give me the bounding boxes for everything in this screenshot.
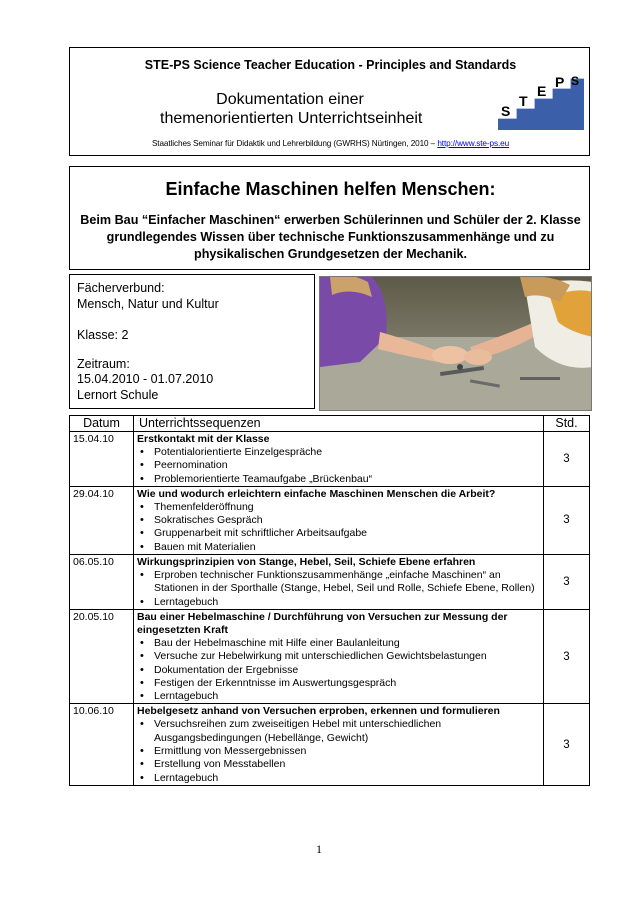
row-hours: 3 xyxy=(544,432,590,487)
list-item: • Problemorientierte Teamaufgabe „Brückenbau“ xyxy=(137,473,541,486)
zeitraum-label: Zeitraum: xyxy=(77,357,130,371)
row-date: 06.05.10 xyxy=(70,555,134,610)
list-item: • Bauen mit Materialien xyxy=(137,541,541,554)
sequence-title: Wirkungsprinzipien von Stange, Hebel, Seil, Schiefe Ebene erfahren xyxy=(137,556,476,569)
row-sequence xyxy=(134,704,544,785)
info-box xyxy=(69,274,315,409)
row-sequence xyxy=(134,432,544,487)
list-item: • Festigen der Erkenntnisse im Auswertungsgespräch xyxy=(137,677,541,690)
institution-line xyxy=(70,139,591,148)
unit-description: Beim Bau “Einfacher Maschinen“ erwerben Schülerinnen und Schüler der 2. Klasse grundlegendes Wissen über technische Funktionszusammenhänge und zu physikalischen Grundgesetzen der Mechanik. xyxy=(80,213,581,261)
children-building-photo-icon xyxy=(320,277,592,411)
row-sequence xyxy=(134,609,544,703)
klasse: Klasse: 2 xyxy=(77,328,129,342)
sequence-title: Erstkontakt mit der Klasse xyxy=(137,433,270,445)
row-date: 29.04.10 xyxy=(70,486,134,554)
classroom-photo xyxy=(319,276,592,411)
sequence-list xyxy=(137,718,541,784)
list-item: • Potentialorientierte Einzelgespräche xyxy=(137,446,541,459)
list-item: • Versuche zur Hebelwirkung mit unterschiedlichen Gewichtsbelastungen xyxy=(137,650,541,663)
table-row xyxy=(70,609,590,703)
document-type-line1: Dokumentation einer xyxy=(216,91,364,108)
header-box xyxy=(69,47,590,156)
table-header-row xyxy=(70,416,590,432)
list-item: • Lerntagebuch xyxy=(137,596,541,609)
list-item: • Themenfelderöffnung xyxy=(137,501,541,514)
page-number: 1 xyxy=(316,842,322,856)
list-item: • Peernomination xyxy=(137,459,541,472)
row-date: 15.04.10 xyxy=(70,432,134,487)
sequence-list xyxy=(137,569,541,609)
list-item: • Bau der Hebelmaschine mit Hilfe einer Baulanleitung xyxy=(137,637,541,650)
list-item: • Gruppenarbeit mit schriftlicher Arbeitsaufgabe xyxy=(137,527,541,540)
sequence-title: Wie und wodurch erleichtern einfache Maschinen Menschen die Arbeit? xyxy=(137,487,496,500)
institution-text: Staatliches Seminar für Didaktik und Lehrerbildung (GWRHS) Nürtingen, 2010 – xyxy=(151,139,438,148)
program-title: STE-PS Science Teacher Education - Principles and Standards xyxy=(144,58,517,72)
list-item: • Versuchsreihen zum zweiseitigen Hebel mit unterschiedlichen Ausgangsbedingungen (Hebellänge, Gewicht) xyxy=(137,718,541,745)
list-item: • Sokratisches Gespräch xyxy=(137,514,541,527)
website-link[interactable]: http://www.ste-ps.eu xyxy=(437,139,510,148)
logo-letter: S xyxy=(571,74,580,88)
row-date: 20.05.10 xyxy=(70,609,134,703)
zeitraum-value: 15.04.2010 - 01.07.2010 xyxy=(77,372,214,386)
title-box xyxy=(69,166,590,270)
logo-letter: E xyxy=(537,83,547,99)
schedule-table xyxy=(69,415,590,786)
row-sequence xyxy=(134,486,544,554)
sequence-list xyxy=(137,501,541,554)
faecherverbund-value: Mensch, Natur und Kultur xyxy=(77,297,219,311)
sequence-list xyxy=(137,637,541,703)
table-row xyxy=(70,704,590,785)
schedule-body xyxy=(70,432,590,786)
sequence-title: Hebelgesetz anhand von Versuchen erproben, erkennen und formulieren xyxy=(137,705,500,718)
row-hours: 3 xyxy=(544,486,590,554)
table-row xyxy=(70,486,590,554)
logo-letter: T xyxy=(519,93,528,109)
table-row xyxy=(70,555,590,610)
sequence-title: Bau einer Hebelmaschine / Durchführung von Versuchen zur Messung der eingesetzten Kraft xyxy=(137,610,508,636)
faecherverbund-label: Fächerverbund: xyxy=(77,281,165,295)
row-hours: 3 xyxy=(544,609,590,703)
table-row xyxy=(70,432,590,487)
document-type-line2: themenorientierten Unterrichtseinheit xyxy=(160,110,423,127)
list-item: • Lerntagebuch xyxy=(137,772,541,785)
list-item: • Dokumentation der Ergebnisse xyxy=(137,664,541,677)
row-hours: 3 xyxy=(544,704,590,785)
row-sequence xyxy=(134,555,544,610)
lernort: Lernort Schule xyxy=(77,388,159,402)
column-header-hours: Std. xyxy=(544,416,590,432)
list-item: • Ermittlung von Messergebnissen xyxy=(137,745,541,758)
list-item: • Lerntagebuch xyxy=(137,690,541,703)
list-item: • Erstellung von Messtabellen xyxy=(137,758,541,771)
column-header-date: Datum xyxy=(70,416,134,432)
unit-title: Einfache Maschinen helfen Menschen: xyxy=(165,179,496,199)
list-item: • Erproben technischer Funktionszusammenhänge „einfache Maschinen“ an Stationen in der Sporthalle (Stange, Hebel, Seil und Rolle, Schiefe Ebene, Rollen) xyxy=(137,569,541,596)
logo-letter: S xyxy=(501,103,511,119)
column-header-sequence: Unterrichtssequenzen xyxy=(134,416,544,432)
row-date: 10.06.10 xyxy=(70,704,134,785)
steps-logo xyxy=(498,74,584,130)
logo-letter: P xyxy=(555,74,565,90)
row-hours: 3 xyxy=(544,555,590,610)
sequence-list xyxy=(137,446,541,486)
